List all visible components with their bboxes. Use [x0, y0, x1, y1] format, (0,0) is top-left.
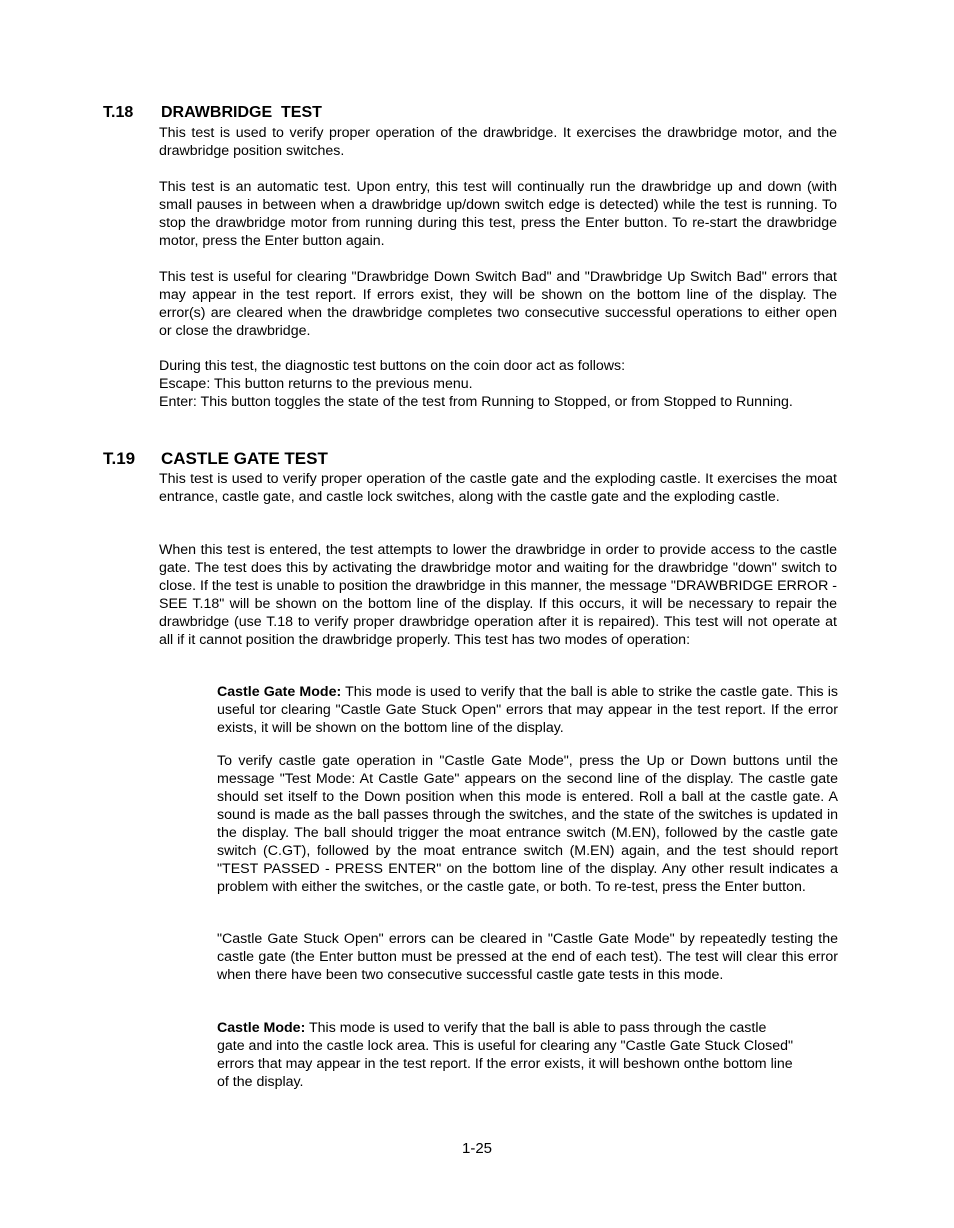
castle-mode-text: This mode is used to verify that the ball is able to pass through the castle gate and into the castle lock area. This is useful for clearing any "Castle Gate Stuck Closed" errors that may appear in the test report. If the error exists, it will beshown onthe bottom line of the display.: [217, 1020, 794, 1090]
castle-gate-mode-label: Castle Gate Mode:: [217, 684, 342, 700]
castle-mode-paragraph: [217, 1019, 797, 1091]
t18-errors-paragraph: This test is useful for clearing "Drawbridge Down Switch Bad" and "Drawbridge Up Switch Bad" errors that may appear in the test report. If errors exist, they will be shown on the bottom line of the display. The error(s) are cleared when the drawbridge completes two consecutive successful operations to either open or close the drawbridge.: [159, 269, 837, 339]
castle-gate-verify-paragraph: To verify castle gate operation in "Castle Gate Mode", press the Up or Down buttons until the message "Test Mode: At Castle Gate" appears on the second line of the display. The castle gate should set itself to the Down position when this mode is entered. Roll a ball at the castle gate. A sound is made as the ball passes through the switches, and the state of the switches is updated in the display. The ball should trigger the moat entrance switch (M.EN), followed by the castle gate switch (C.GT), followed by the moat entrance switch (M.EN) again, and the test should report "TEST PASSED - PRESS ENTER" on the bottom line of the display. Any other result indicates a problem with either the switches, or the castle gate, or both. To re-test, press the Enter button.: [217, 753, 838, 895]
t19-intro-paragraph: This test is used to verify proper operation of the castle gate and the exploding castle. It exercises the moat entrance, castle gate, and castle lock switches, along with the castle gate and the exploding castle.: [159, 471, 837, 505]
escape-description: Escape: This button returns to the previous menu.: [159, 376, 473, 392]
t18-buttons-block: [159, 357, 837, 411]
t18-automatic-paragraph: This test is an automatic test. Upon entry, this test will continually run the drawbridge up and down (with small pauses in between when a drawbridge up/down switch edge is detected) while the test is running. To stop the drawbridge motor from running during this test, press the Enter button. To re-start the drawbridge motor, press the Enter button again.: [159, 179, 837, 249]
page-number: 1-25: [461, 1140, 493, 1157]
buttons-intro: During this test, the diagnostic test buttons on the coin door act as follows:: [159, 358, 626, 374]
section-heading-t18: [103, 104, 322, 122]
enter-description: Enter: This button toggles the state of the test from Running to Stopped, or from Stopped to Running.: [159, 394, 793, 410]
section-title: CASTLE GATE TEST: [161, 449, 328, 468]
t19-entry-paragraph: When this test is entered, the test attempts to lower the drawbridge in order to provide access to the castle gate. The test does this by activating the drawbridge motor and waiting for the drawbridge "down" switch to close. If the test is unable to position the drawbridge in this manner, the message "DRAWBRIDGE ERROR - SEE T.18" will be shown on the bottom line of the display. If this occurs, it will be necessary to repair the drawbridge (use T.18 to verify proper drawbridge operation after it is repaired). This test will not operate at all if it cannot position the drawbridge properly. This test has two modes of operation:: [159, 542, 837, 648]
section-heading-t19: [103, 449, 328, 469]
section-title: DRAWBRIDGE TEST: [161, 104, 322, 121]
castle-gate-mode-text: This mode is used to verify that the ball is able to strike the castle gate. This is useful tor clearing "Castle Gate Stuck Open" errors that may appear in the test report. If the error exists, it will be shown on the bottom line of the display.: [217, 684, 838, 736]
castle-mode-label: Castle Mode:: [217, 1020, 306, 1036]
section-number: T.18: [103, 104, 134, 121]
section-number: T.19: [103, 449, 136, 468]
t18-intro-paragraph: This test is used to verify proper operation of the drawbridge. It exercises the drawbridge motor, and the drawbridge position switches.: [159, 125, 837, 159]
castle-gate-clear-paragraph: "Castle Gate Stuck Open" errors can be cleared in "Castle Gate Mode" by repeatedly testing the castle gate (the Enter button must be pressed at the end of each test). The test will clear this error when there have been two consecutive successful castle gate tests in this mode.: [217, 931, 838, 983]
castle-gate-mode-paragraph: [217, 683, 838, 737]
